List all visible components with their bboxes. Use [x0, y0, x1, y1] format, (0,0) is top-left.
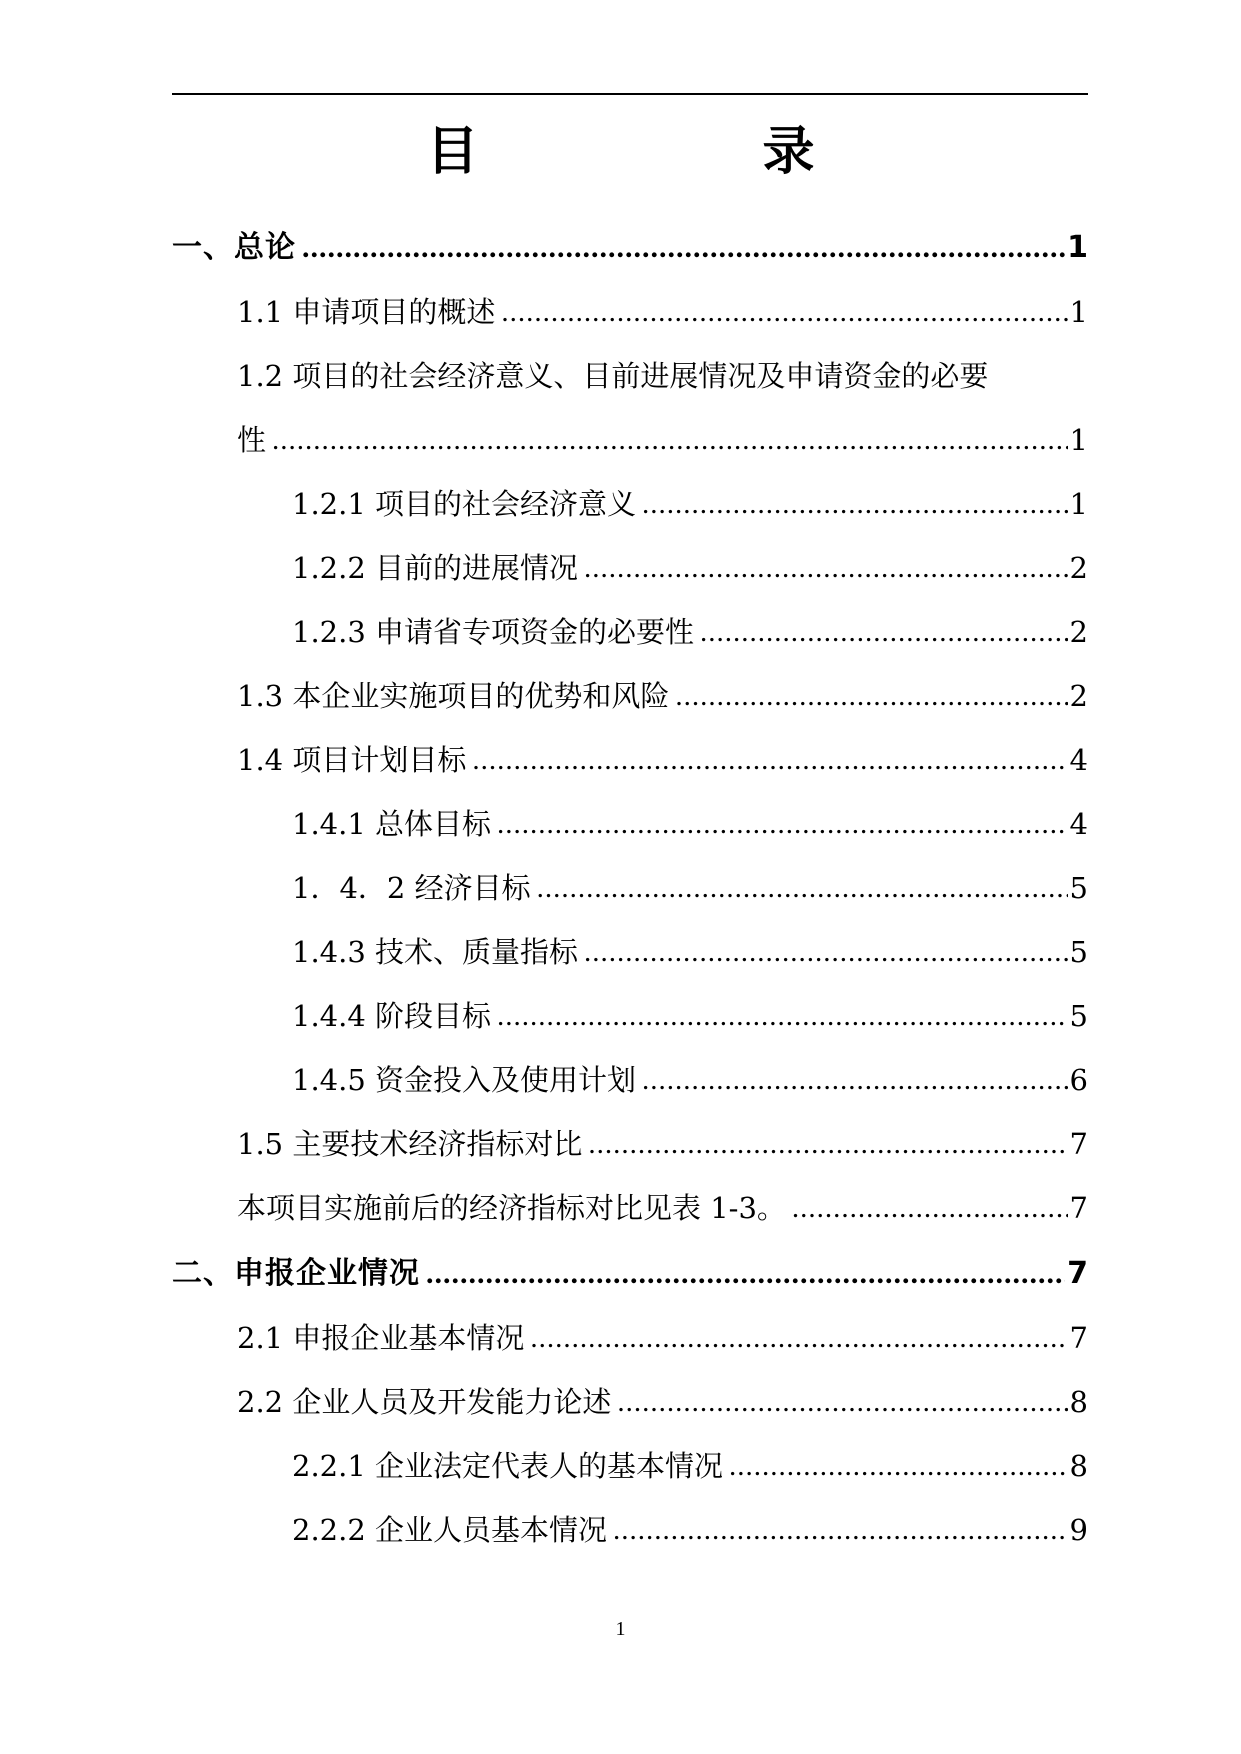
toc-entry-label: 一、总论	[172, 230, 296, 265]
toc-leader-dots	[530, 1316, 1067, 1360]
toc-leader-dots	[642, 482, 1068, 526]
toc-leader-dots	[675, 674, 1067, 718]
toc-entry-page: 2	[1069, 551, 1088, 585]
toc-entry-label: 1.3 本企业实施项目的优势和风险	[237, 679, 670, 713]
toc-entry-label: 2.1 申报企业基本情况	[237, 1321, 525, 1355]
toc-entry-1-3[interactable]	[237, 674, 1088, 718]
toc-entry-page: 5	[1069, 935, 1088, 969]
toc-entry-label: 1.4.5 资金投入及使用计划	[292, 1063, 637, 1097]
toc-entry-1-5[interactable]	[237, 1122, 1088, 1166]
toc-leader-dots	[642, 1058, 1068, 1102]
toc-leader-dots	[584, 546, 1068, 590]
toc-entry-label: 1.4.3 技术、质量指标	[292, 935, 579, 969]
toc-entry-label: 本项目实施前后的经济指标对比见表 1-3。	[237, 1191, 786, 1225]
toc-entry-1-4-2[interactable]	[292, 866, 1088, 910]
toc-leader-dots	[497, 994, 1068, 1038]
toc-entry-page: 2	[1069, 679, 1088, 713]
toc-entry-table-note[interactable]	[237, 1186, 1088, 1230]
toc-entry-page: 7	[1069, 1191, 1088, 1225]
toc-leader-dots	[472, 738, 1067, 782]
toc-entry-1-2-2[interactable]	[292, 546, 1088, 590]
toc-entry-label: 1.2 项目的社会经济意义、目前进展情况及申请资金的必要	[237, 359, 989, 393]
toc-entry-page: 9	[1069, 1513, 1088, 1547]
toc-entry-1-4-3[interactable]	[292, 930, 1088, 974]
toc-entry-label: 1.5 主要技术经济指标对比	[237, 1127, 583, 1161]
toc-leader-dots	[497, 802, 1068, 846]
toc-entry-1-4-5[interactable]	[292, 1058, 1088, 1102]
toc-entry-1-4-1[interactable]	[292, 802, 1088, 846]
toc-entry-1-2-1[interactable]	[292, 482, 1088, 526]
toc-entry-label: 2.2.1 企业法定代表人的基本情况	[292, 1449, 724, 1483]
toc-entry-page: 2	[1069, 615, 1088, 649]
toc-leader-dots	[613, 1508, 1068, 1552]
toc-entry-label: 2.2.2 企业人员基本情况	[292, 1513, 608, 1547]
toc-entry-label: 1．4．2 经济目标	[292, 871, 531, 905]
toc-entry-2-2-1[interactable]	[292, 1444, 1088, 1488]
toc-entry-label: 1.2.2 目前的进展情况	[292, 551, 579, 585]
toc-entry-1-1[interactable]	[237, 290, 1088, 334]
toc-leader-dots	[588, 1122, 1067, 1166]
page-number: 1	[615, 1618, 626, 1640]
toc-entry-label: 2.2 企业人员及开发能力论述	[237, 1385, 612, 1419]
toc-entry-page: 1	[1069, 423, 1088, 457]
toc-leader-dots	[272, 418, 1068, 462]
toc-leader-dots	[537, 866, 1068, 910]
toc-entry-page: 7	[1067, 1256, 1088, 1291]
toc-leader-dots	[302, 226, 1065, 270]
toc-entry-page: 4	[1069, 807, 1088, 841]
toc-entry-page: 7	[1069, 1321, 1088, 1355]
toc-leader-dots	[501, 290, 1067, 334]
toc-entry-2-2-2[interactable]	[292, 1508, 1088, 1552]
toc-entry-1-2[interactable]	[237, 354, 1088, 398]
toc-entry-label: 1.2.3 申请省专项资金的必要性	[292, 615, 695, 649]
toc-entry-label-continuation: 性	[237, 423, 267, 457]
toc-leader-dots	[792, 1186, 1068, 1230]
toc-entry-label: 1.1 申请项目的概述	[237, 295, 496, 329]
toc-entry-1-4-4[interactable]	[292, 994, 1088, 1038]
toc-entry-chapter-1[interactable]	[172, 226, 1088, 270]
toc-entry-1-2-continuation[interactable]	[237, 418, 1088, 462]
toc-entry-1-2-3[interactable]	[292, 610, 1088, 654]
toc-entry-page: 5	[1069, 999, 1088, 1033]
toc-leader-dots	[700, 610, 1068, 654]
toc-leader-dots	[584, 930, 1068, 974]
toc-entry-label: 1.2.1 项目的社会经济意义	[292, 487, 637, 521]
toc-entry-page: 1	[1067, 230, 1088, 265]
toc-entry-page: 8	[1069, 1449, 1088, 1483]
toc-leader-dots	[729, 1444, 1068, 1488]
toc-entry-page: 1	[1069, 295, 1088, 329]
toc-entry-page: 4	[1069, 743, 1088, 777]
toc-entry-label: 1.4 项目计划目标	[237, 743, 467, 777]
toc-entry-page: 6	[1069, 1063, 1088, 1097]
toc-entry-1-4[interactable]	[237, 738, 1088, 782]
page-title: 目 录	[426, 121, 875, 182]
toc-entry-label: 1.4.1 总体目标	[292, 807, 492, 841]
toc-entry-page: 5	[1069, 871, 1088, 905]
toc-leader-dots	[617, 1380, 1067, 1424]
toc-entry-page: 1	[1069, 487, 1088, 521]
toc-entry-label: 二、申报企业情况	[172, 1256, 420, 1291]
toc-entry-2-2[interactable]	[237, 1380, 1088, 1424]
toc-entry-page: 7	[1069, 1127, 1088, 1161]
toc-entry-label: 1.4.4 阶段目标	[292, 999, 492, 1033]
toc-entry-page: 8	[1069, 1385, 1088, 1419]
toc-leader-dots	[426, 1252, 1065, 1296]
toc-entry-2-1[interactable]	[237, 1316, 1088, 1360]
toc-entry-chapter-2[interactable]	[172, 1252, 1088, 1296]
